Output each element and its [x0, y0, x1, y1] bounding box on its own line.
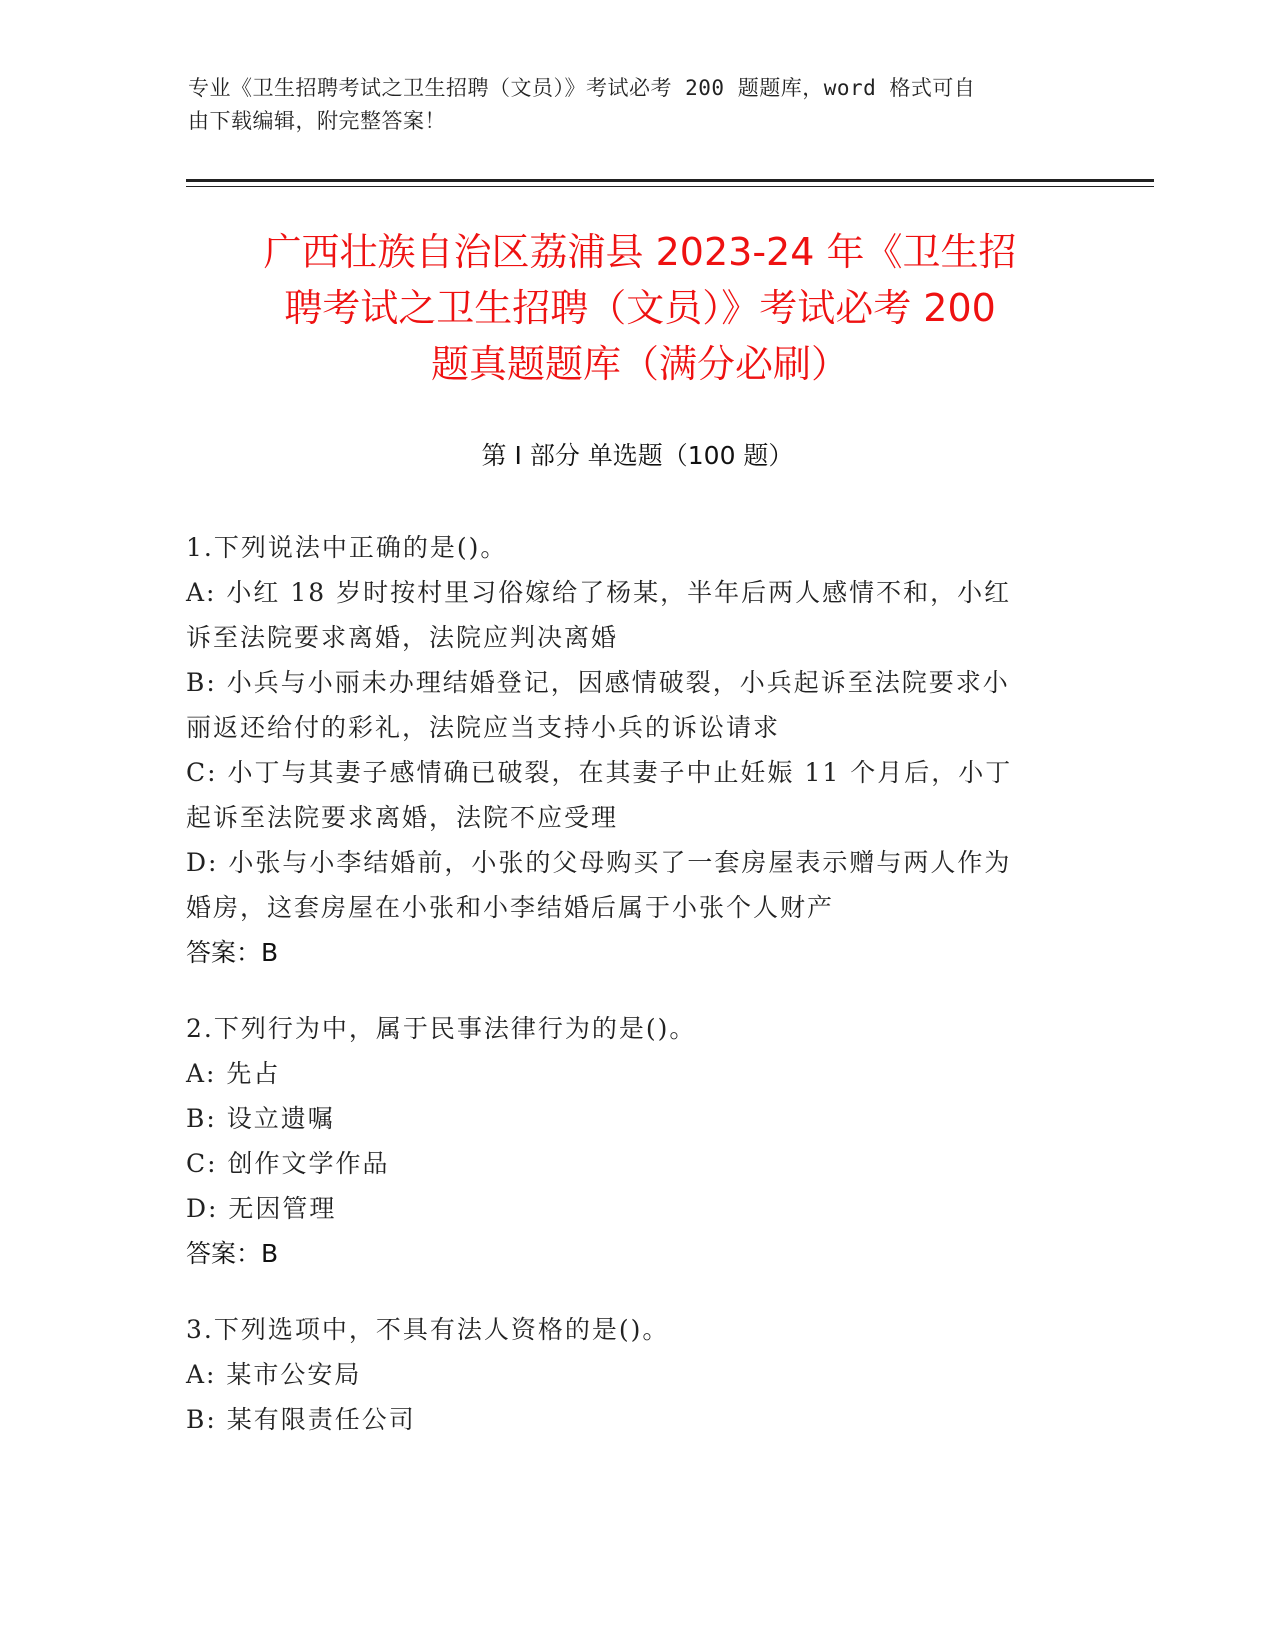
option-line: C: 小丁与其妻子感情确已破裂，在其妻子中止妊娠 11 个月后，小丁 [186, 758, 1013, 787]
option-line: A: 小红 18 岁时按村里习俗嫁给了杨某，半年后两人感情不和，小红 [186, 578, 1012, 607]
option-line: 丽返还给付的彩礼，法院应当支持小兵的诉讼请求 [186, 713, 781, 742]
question-stem: 2.下列行为中，属于民事法律行为的是()。 [186, 1014, 697, 1043]
question-stem: 3.下列选项中，不具有法人资格的是()。 [186, 1315, 670, 1344]
question-1 [186, 525, 1086, 976]
header-note-line-2: 由下载编辑，附完整答案！ [188, 109, 446, 133]
document-title [160, 224, 1120, 392]
option-d [186, 840, 1086, 930]
option-line: B: 小兵与小丽未办理结婚登记，因感情破裂，小兵起诉至法院要求小 [186, 668, 1010, 697]
option-a: A: 某市公安局 [186, 1360, 362, 1389]
header-divider-thick [186, 179, 1154, 182]
question-3 [186, 1307, 1086, 1442]
title-line-1: 广西壮族自治区荔浦县 2023-24 年《卫生招 [263, 230, 1017, 274]
option-c: C: 创作文学作品 [186, 1149, 390, 1178]
header-note-line-1: 专业《卫生招聘考试之卫生招聘（文员）》考试必考 200 题题库，word 格式可自 [188, 76, 976, 100]
header-divider-thin [186, 186, 1154, 187]
option-line: D: 小张与小李结婚前，小张的父母购买了一套房屋表示赠与两人作为 [186, 848, 1012, 877]
question-list [186, 525, 1086, 1472]
section-title: 第 I 部分 单选题（100 题） [481, 441, 794, 470]
title-line-3: 题真题题库（满分必刷） [430, 342, 849, 386]
header-note [188, 72, 1068, 138]
answer-text: 答案：B [186, 938, 279, 967]
option-d: D: 无因管理 [186, 1194, 337, 1223]
option-b: B: 某有限责任公司 [186, 1405, 416, 1434]
question-stem: 1.下列说法中正确的是()。 [186, 533, 508, 562]
option-b [186, 660, 1086, 750]
option-a: A: 先占 [186, 1059, 281, 1088]
title-line-2: 聘考试之卫生招聘（文员）》考试必考 200 [284, 286, 996, 330]
option-line: 婚房，这套房屋在小张和小李结婚后属于小张个人财产 [186, 893, 835, 922]
option-b: B: 设立遗嘱 [186, 1104, 335, 1133]
option-line: 起诉至法院要求离婚，法院不应受理 [186, 803, 619, 832]
option-line: 诉至法院要求离婚，法院应判决离婚 [186, 623, 619, 652]
answer-text: 答案：B [186, 1239, 279, 1268]
option-a [186, 570, 1086, 660]
option-c [186, 750, 1086, 840]
question-2 [186, 1006, 1086, 1277]
